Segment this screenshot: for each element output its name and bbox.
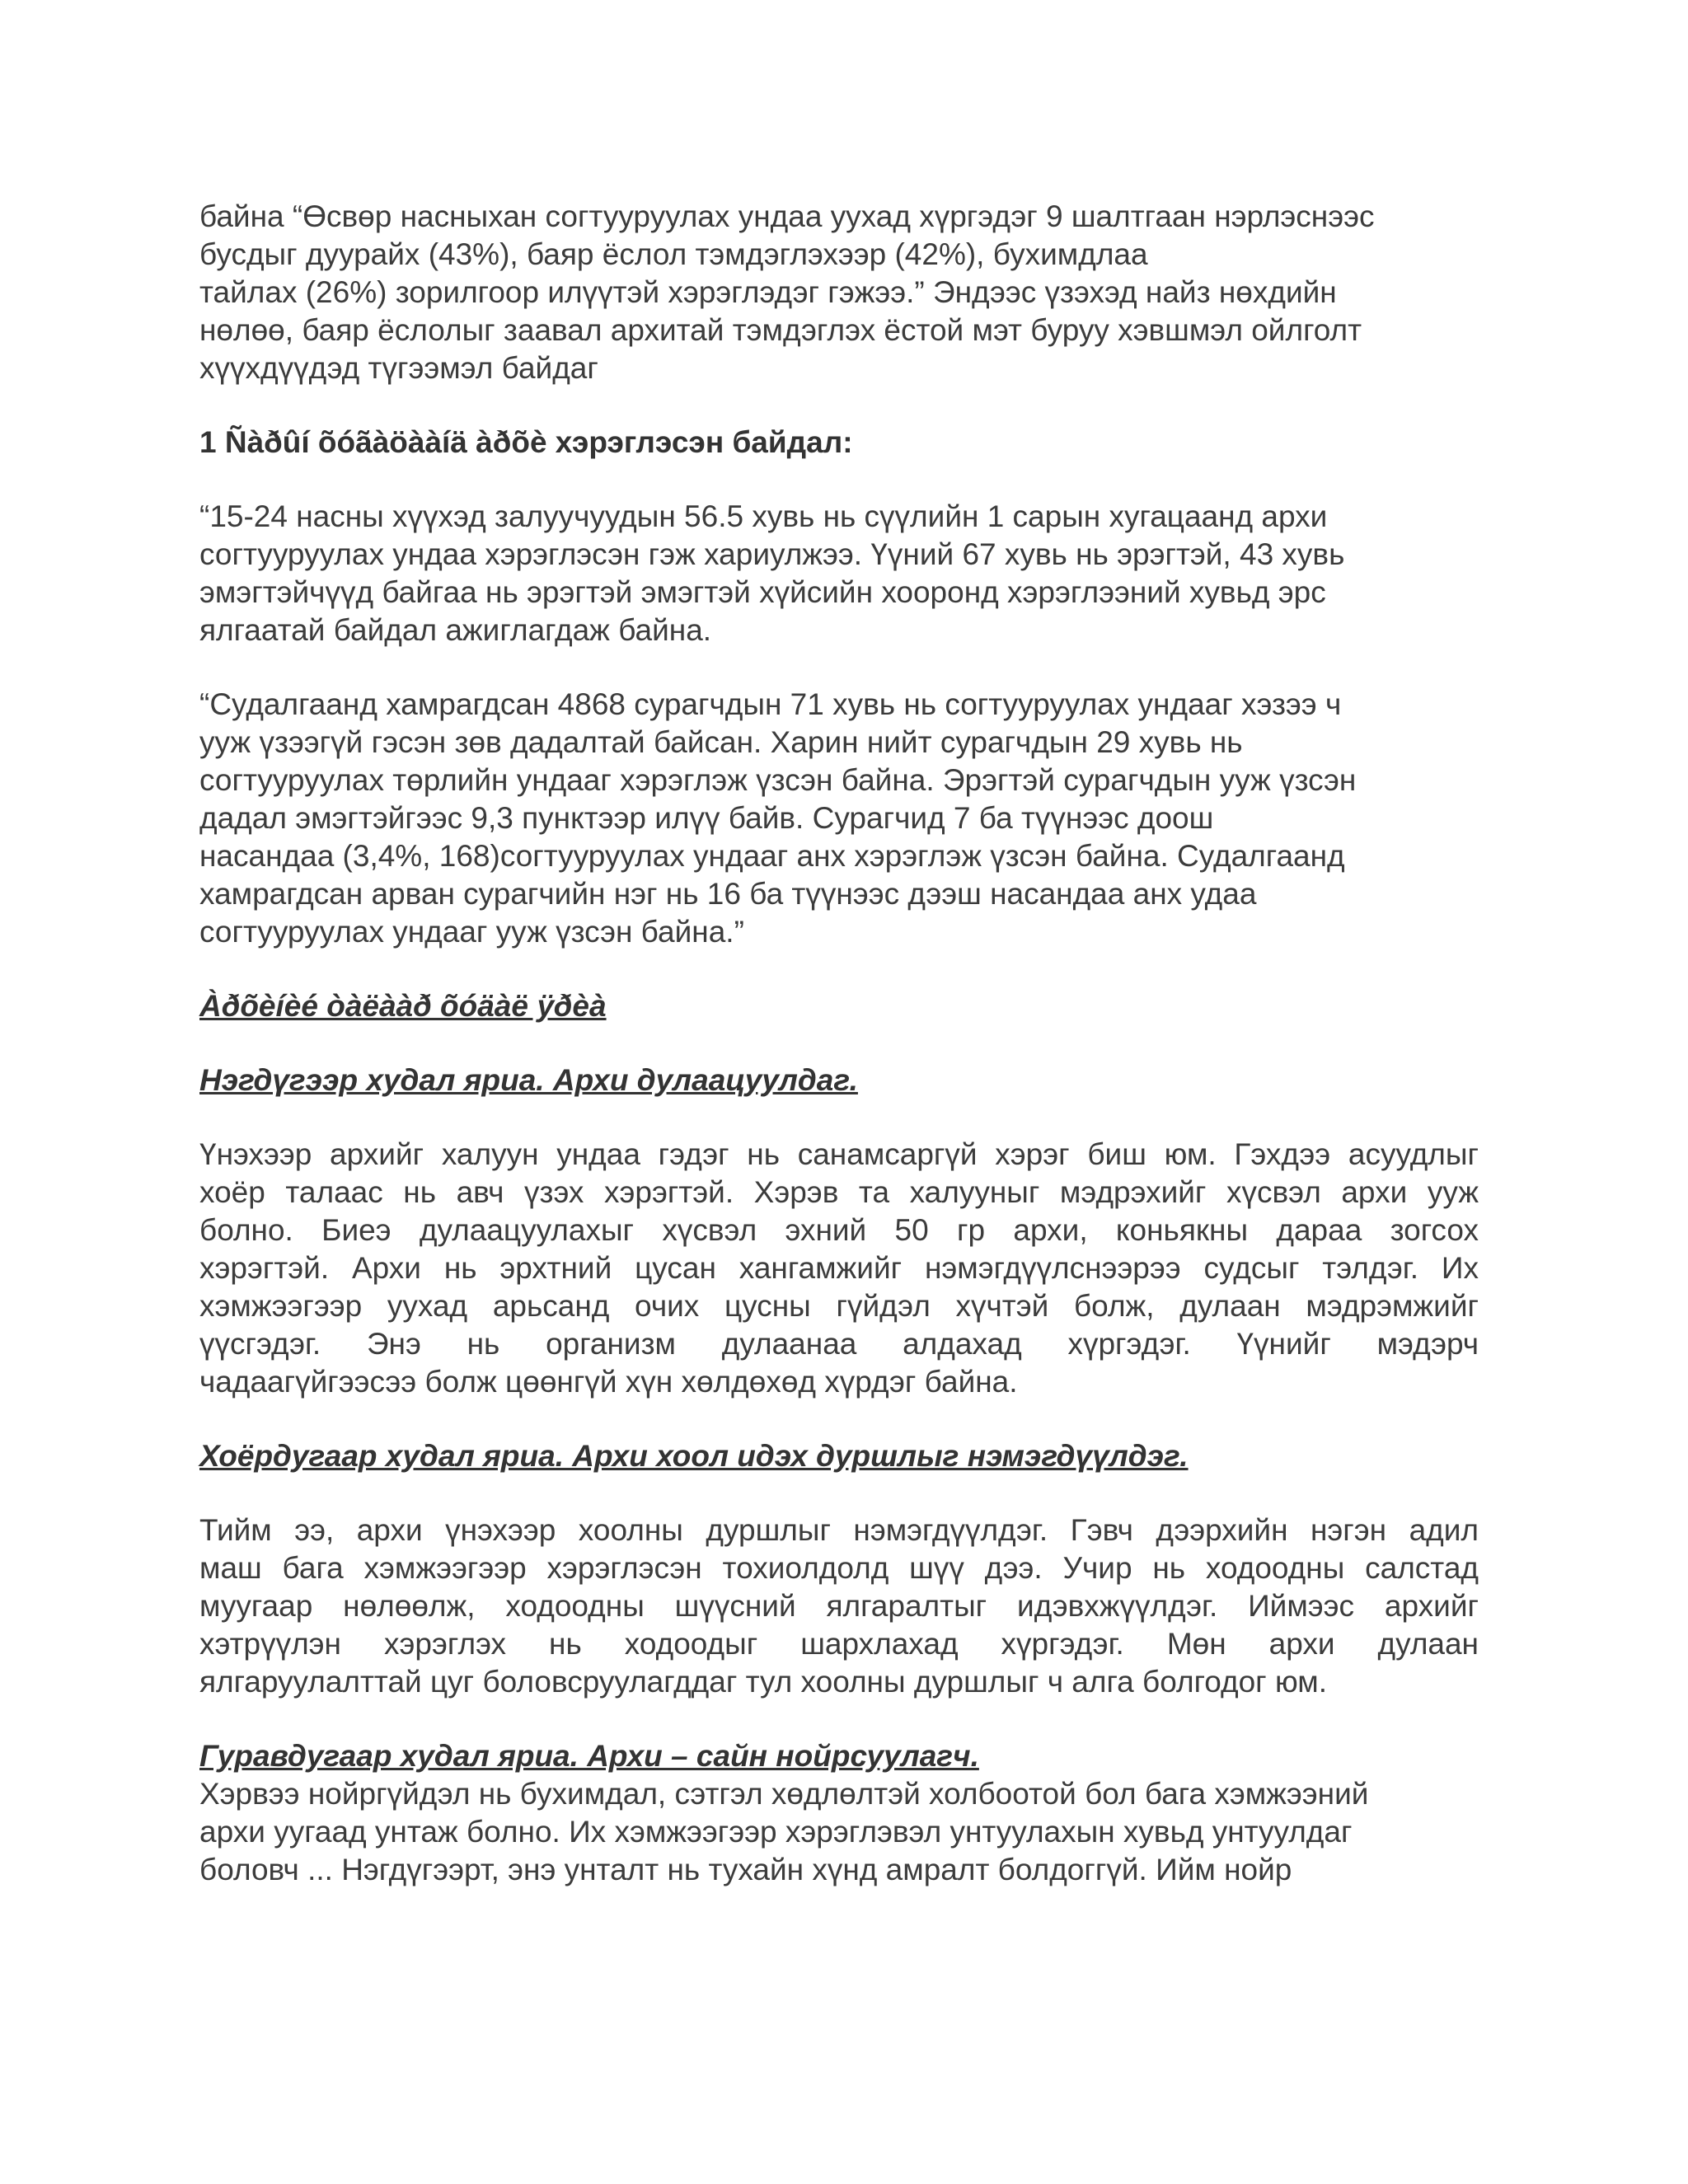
text-line: боловч ... Нэгдүгээрт, энэ унталт нь тухайн хүнд амралт болдоггүй. Ийм нойр [199, 1853, 1292, 1886]
text-line: хэрэгтэй. Архи нь эрхтний цусан хангамжийг нэмэгдүүлснээрээ судсыг тэлдэг. Их [199, 1251, 1479, 1285]
text-line: чадаагүйгээсээ болж цөөнгүй хүн хөлдөхөд хүрдэг байна. [199, 1365, 1018, 1399]
document-body [199, 198, 1479, 1889]
text-line: болно. Биеэ дулаацуулахыг хүсвэл эхний 50 гр архи, коньякны дараа зогсох [199, 1213, 1479, 1247]
myth-1-paragraph [199, 1136, 1479, 1401]
text-line: тайлах (26%) зорилгоор илүүтэй хэрэглэдэг гэжээ.” Эндээс үзэхэд найз нөхдийн [199, 275, 1337, 309]
text-line: хэтрүүлэн хэрэглэх нь ходоодыг шархлахад хүргэдэг. Мөн архи дулаан [199, 1627, 1479, 1661]
myth-3-paragraph [199, 1775, 1479, 1889]
text-line: ялгаруулалттай цуг боловсруулагддаг тул хоолны дуршлыг ч алга болгодог юм. [199, 1665, 1328, 1699]
section-heading-myths: Àðõèíèé òàëààð õóäàë ÿðèà [199, 989, 607, 1023]
intro-paragraph [199, 198, 1479, 387]
text-line: ялгаатай байдал ажиглагдаж байна. [199, 613, 712, 647]
section-heading-usage: 1 Ñàðûí õóãàöààíä àðõè хэрэглэсэн байдал: [199, 425, 853, 459]
text-line: маш бага хэмжээгээр хэрэглэсэн тохиолдолд шүү дээ. Учир нь ходоодны салстад [199, 1551, 1479, 1585]
text-line: насандаа (3,4%, 168)согтууруулах ундааг анх хэрэглэж үзсэн байна. Судалгаанд [199, 839, 1345, 873]
text-line: “15-24 насны хүүхэд залуучуудын 56.5 хувь нь сүүлийн 1 сарын хугацаанд архи [199, 499, 1328, 533]
text-line: хүүхдүүдэд түгээмэл байдаг [199, 351, 598, 385]
text-line: үүсгэдэг. Энэ нь организм дулаанаа алдахад хүргэдэг. Үүнийг мэдэрч [199, 1327, 1479, 1361]
myth-2-paragraph [199, 1511, 1479, 1701]
statistics-paragraph-1 [199, 498, 1479, 649]
text-line: согтууруулах төрлийн ундааг хэрэглэж үзсэн байна. Эрэгтэй сурагчдын ууж үзсэн [199, 763, 1357, 797]
text-line: дадал эмэгтэйгээс 9,3 пунктээр илүү байв. Сурагчид 7 ба түүнээс доош [199, 801, 1214, 835]
text-line: Хэрвээ нойргүйдэл нь бухимдал, сэтгэл хөдлөлтэй холбоотой бол бага хэмжээний [199, 1777, 1369, 1811]
myth-3-title: Гуравдугаар худал яриа. Архи – сайн нойрсуулагч. [199, 1739, 979, 1773]
text-line: байна “Өсвөр насныхан согтууруулах ундаа уухад хүргэдэг 9 шалтгаан нэрлэснээс [199, 199, 1375, 233]
text-line: нөлөө, баяр ёслолыг заавал архитай тэмдэглэх ёстой мэт буруу хэвшмэл ойлголт [199, 313, 1362, 347]
text-line: архи уугаад унтаж болно. Их хэмжээгээр хэрэглэвэл унтуулахын хувьд унтуулдаг [199, 1815, 1353, 1849]
text-line: муугаар нөлөөлж, ходоодны шүүсний ялгаралтыг идэвхжүүлдэг. Иймээс архийг [199, 1589, 1479, 1623]
text-line: согтууруулах ундааг ууж үзсэн байна.” [199, 915, 744, 949]
text-line: “Судалгаанд хамрагдсан 4868 сурагчдын 71 хувь нь согтууруулах ундааг хэзээ ч [199, 687, 1342, 721]
myth-2-title: Хоёрдугаар худал яриа. Архи хоол идэх дуршлыг нэмэгдүүлдэг. [199, 1439, 1189, 1473]
text-line: ууж үзээгүй гэсэн зөв дадалтай байсан. Харин нийт сурагчдын 29 хувь нь [199, 725, 1243, 759]
statistics-paragraph-2 [199, 686, 1479, 951]
myth-1-title: Нэгдүгээр худал яриа. Архи дулаацуулдаг. [199, 1063, 858, 1097]
text-line: согтууруулах ундаа хэрэглэсэн гэж хариулжээ. Үүний 67 хувь нь эрэгтэй, 43 хувь [199, 537, 1345, 571]
text-line: хамрагдсан арван сурагчийн нэг нь 16 ба түүнээс дээш насандаа анх удаа [199, 877, 1257, 911]
text-line: хэмжээгээр уухад арьсанд очих цусны гүйдэл хүчтэй болж, дулаан мэдрэмжийг [199, 1289, 1479, 1323]
text-line: бусдыг дуурайх (43%), баяр ёслол тэмдэглэхээр (42%), бухимдлаа [199, 237, 1148, 271]
text-line: хоёр талаас нь авч үзэх хэрэгтэй. Хэрэв та халууныг мэдрэхийг хүсвэл архи ууж [199, 1175, 1479, 1209]
text-line: эмэгтэйчүүд байгаа нь эрэгтэй эмэгтэй хүйсийн хооронд хэрэглээний хувьд эрс [199, 575, 1326, 609]
text-line: Үнэхээр архийг халуун ундаа гэдэг нь санамсаргүй хэрэг биш юм. Гэхдээ асуудлыг [199, 1137, 1479, 1171]
text-line: Тийм ээ, архи үнэхээр хоолны дуршлыг нэмэгдүүлдэг. Гэвч дээрхийн нэгэн адил [199, 1513, 1479, 1547]
